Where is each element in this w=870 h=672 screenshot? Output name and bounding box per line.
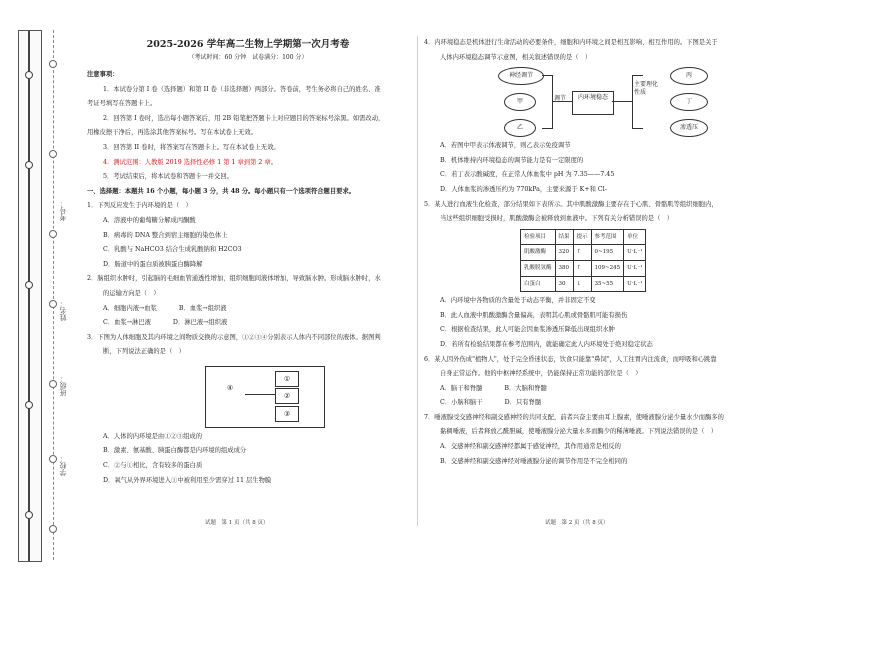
node-yi: 乙 bbox=[504, 119, 536, 137]
table-cell: 320 bbox=[555, 245, 573, 261]
table-cell: 380 bbox=[555, 260, 573, 276]
table-cell: ↑ bbox=[573, 260, 591, 276]
table-cell: 白蛋白 bbox=[521, 276, 556, 292]
q6-options-row bbox=[424, 396, 750, 411]
q7-stem-cont: 黏稠唾液，后者释放乙酰胆碱，使唾液腺分泌大量水多而酶少的稀薄唾液。下列说法错误的是（ ） bbox=[440, 428, 718, 436]
seal-dot bbox=[49, 150, 57, 158]
page-footer-right: 试题 第 2 页（共 8 页） bbox=[545, 520, 609, 526]
binding-rail bbox=[28, 31, 30, 561]
q2-option-a: A．细胞内液→血浆 bbox=[103, 304, 157, 312]
punch-hole bbox=[25, 401, 33, 409]
q6-option-c: C．小脑和脑干 bbox=[440, 399, 483, 407]
q4-option: B．机体维持内环境稳态的调节能力是有一定限度的 bbox=[440, 156, 584, 164]
class-label: 班级： bbox=[59, 375, 67, 396]
q3-stem-cont: 断，下列说法正确的是（ ） bbox=[103, 348, 185, 356]
q2-option-c: C．血浆→淋巴液 bbox=[103, 319, 151, 327]
table-header: 结果 bbox=[555, 229, 573, 245]
seal-dot bbox=[49, 380, 57, 388]
node-osmotic: 渗透压 bbox=[670, 119, 708, 137]
q2-stem: 2．脑组织水肿时，引起脑的毛细血管通透性增加，组织细胞间液体增加，导致脑水肿。形成脑水肿时，水 bbox=[87, 275, 381, 283]
q4-diagram bbox=[494, 67, 724, 137]
node-core: 内环境稳态 bbox=[572, 91, 614, 115]
q4-stem-cont: 人体内环境稳态调节示意图，相关叙述错误的是（ ） bbox=[440, 53, 592, 61]
note-line: 2．回答第 I 卷时，选出每小题答案后，用 2B 铅笔把答题卡上对应题目的答案标号涂黑。如需改动， bbox=[103, 114, 385, 122]
arrow-line bbox=[612, 101, 632, 102]
note-line: 1．本试卷分第 I 卷（选择题）和第 II 卷（非选择题）两部分。答卷前，考生务必将自己的姓名、准 bbox=[103, 85, 381, 93]
q3-label-2: ② bbox=[275, 388, 299, 404]
table-cell: U·L⁻¹ bbox=[624, 245, 646, 261]
q3-option: B．激素、氨基酸、胰蛋白酶都是内环境的组成成分 bbox=[103, 447, 247, 455]
main-label: 主要理化性质 bbox=[634, 81, 662, 97]
section-heading: 一、选择题：本题共 16 个小题，每小题 3 分，共 48 分。每小题只有一个选项符合题目要求。 bbox=[87, 187, 356, 195]
page-footer-left: 试题 第 1 页（共 8 页） bbox=[205, 520, 269, 526]
table-cell: 肌酸激酶 bbox=[521, 245, 556, 261]
q5-stem-cont: 当这些组织细胞受损时，肌酸激酶会被释放到血液中。下列有关分析错误的是（ ） bbox=[440, 215, 673, 223]
table-row bbox=[521, 245, 646, 261]
q2-stem-cont: 的运输方向是（ ） bbox=[103, 289, 160, 297]
q6-options-row bbox=[424, 382, 750, 397]
note-line: 用橡皮擦干净后，再选涂其他答案标号。写在本试卷上无效。 bbox=[87, 129, 258, 137]
q6-stem: 6．某人因外伤成"植物人"，处于完全昏迷状态，饮食只能靠"鼻饲"，人工往胃内注流食，而呼吸和心跳靠 bbox=[424, 355, 717, 363]
q4-option: C．若丁表示酸碱度，在正常人体血浆中 pH 为 7.35——7.45 bbox=[440, 171, 615, 179]
bracket-left bbox=[542, 75, 553, 129]
q3-label-3: ③ bbox=[275, 406, 299, 422]
seal-line bbox=[53, 30, 54, 560]
node-jia: 甲 bbox=[504, 93, 536, 111]
q4-option: D．人体血浆的渗透压约为 770kPa，主要来源于 K+和 Cl- bbox=[440, 185, 607, 193]
q6-option-d: D．只有脊髓 bbox=[504, 399, 542, 407]
table-header: 检验项目 bbox=[521, 229, 556, 245]
table-cell: 30 bbox=[555, 276, 573, 292]
school-label: 学校： bbox=[59, 455, 67, 476]
q1-option: A．溶液中的葡萄糖分解成丙酮酸 bbox=[103, 216, 196, 224]
q1-option: B．病毒的 DNA 整合到宿主细胞的染色体上 bbox=[103, 231, 228, 239]
q3-option: C．②与①相比，含有较多的蛋白质 bbox=[103, 462, 203, 470]
q6-stem-cont: 自身正常运作。他的中枢神经系统中，仍能保持正常功能的部位是（ ） bbox=[440, 370, 642, 378]
seal-dot bbox=[49, 230, 57, 238]
q5-option: D．若所有检验结果都在参考范围内，就能确定此人内环境处于绝对稳定状态 bbox=[440, 340, 653, 348]
q5-option: C．根据检查结果，此人可能会因血浆渗透压降低出现组织水肿 bbox=[440, 326, 615, 334]
q5-table bbox=[520, 229, 646, 292]
q1-stem: 1．下列反应发生于内环境的是（ ） bbox=[87, 202, 192, 210]
notes-heading: 注意事项： bbox=[87, 71, 119, 78]
table-cell: 乳酸脱氢酶 bbox=[521, 260, 556, 276]
q7-stem: 7．唾液腺受交感神经和副交感神经的共同支配，前者兴奋主要由耳上腺素，使唾液腺分泌少量水少而酶多的 bbox=[424, 413, 724, 421]
q3-option: D．氧气从外界环境进入①中被利用至少需穿过 11 层生物膜 bbox=[103, 476, 272, 484]
table-header: 提示 bbox=[573, 229, 591, 245]
q4-stem: 4．内环境稳态是机体进行生命活动的必要条件，细胞和内环境之间是相互影响、相互作用的。下图是关于 bbox=[424, 39, 718, 46]
q7-option: A．交感神经和副交感神经都属于感觉神经，其作用通常是相反的 bbox=[440, 443, 621, 451]
note-line: 考证号填写在答题卡上。 bbox=[87, 100, 157, 108]
regulate-label: 调节 bbox=[554, 95, 567, 103]
punch-hole bbox=[25, 161, 33, 169]
q2-options-row bbox=[87, 316, 409, 331]
exam-subtitle: （考试时间：60 分钟 试卷满分：100 分） bbox=[188, 54, 308, 61]
table-cell: U·L⁻¹ bbox=[624, 276, 646, 292]
q5-stem: 5．某人进行血液生化检查，部分结果如下表所示。其中肌酸激酶主要存在于心肌、骨骼肌等组织细胞内， bbox=[424, 200, 718, 208]
q5-option: A．内环境中各物质的含量处于动态平衡，并非固定不变 bbox=[440, 297, 596, 305]
q1-option: D．肠道中的蛋白质被胰蛋白酶降解 bbox=[103, 260, 203, 268]
note-line-scope: 4．测试范围：人教版 2019 选择性必修 1 第 1 章到第 2 章。 bbox=[103, 158, 278, 166]
note-line: 3．回答第 II 卷时，将答案写在答题卡上。写在本试卷上无效。 bbox=[103, 143, 280, 151]
q3-label-4: ④ bbox=[226, 383, 234, 392]
seal-dot bbox=[49, 525, 57, 533]
table-cell: ↑ bbox=[573, 245, 591, 261]
node-nerve: 神经调节 bbox=[498, 67, 544, 85]
node-bing: 丙 bbox=[670, 67, 708, 85]
q2-option-b: B．血浆→组织液 bbox=[178, 304, 227, 312]
q3-option: A．人体的内环境是由①②③组成的 bbox=[103, 432, 203, 440]
exam-title: 2025-2026 学年高二生物上学期第一次月考卷 bbox=[146, 39, 350, 50]
note-line: 5．考试结束后，将本试卷和答题卡一并交回。 bbox=[103, 173, 233, 181]
table-header-row bbox=[521, 229, 646, 245]
q5-option: B．此人血液中肌酸激酶含量偏高，表明其心肌或骨骼肌可能有损伤 bbox=[440, 311, 628, 319]
q2-options-row bbox=[87, 302, 409, 317]
binding-strip bbox=[18, 30, 42, 562]
table-header: 参考范围 bbox=[591, 229, 624, 245]
q3-connector bbox=[245, 394, 275, 395]
left-column bbox=[87, 36, 409, 488]
q3-diagram bbox=[205, 366, 325, 428]
q7-option: B．交感神经和副交感神经对唾液腺分泌的调节作用是不完全相同的 bbox=[440, 457, 628, 465]
table-cell: 0~195 bbox=[591, 245, 624, 261]
seal-dot bbox=[49, 455, 57, 463]
table-row bbox=[521, 260, 646, 276]
punch-hole bbox=[25, 511, 33, 519]
seal-dot bbox=[49, 300, 57, 308]
q3-label-1: ① bbox=[275, 371, 299, 387]
seal-dot bbox=[49, 60, 57, 68]
node-ding: 丁 bbox=[670, 93, 708, 111]
table-cell: U·L⁻¹ bbox=[624, 260, 646, 276]
exam-no-label: 考号： bbox=[59, 200, 67, 221]
punch-hole bbox=[25, 71, 33, 79]
table-row bbox=[521, 276, 646, 292]
q4-option: A．若图中甲表示体液调节，则乙表示免疫调节 bbox=[440, 142, 571, 150]
q6-option-b: B．大脑和脊髓 bbox=[504, 384, 547, 392]
q2-option-d: D．淋巴液→组织液 bbox=[172, 319, 228, 327]
name-label: 姓名： bbox=[59, 300, 67, 321]
q1-option: C．乳酸与 NaHCO3 结合生成乳酸钠和 H2CO3 bbox=[103, 246, 242, 254]
table-header: 单位 bbox=[624, 229, 646, 245]
right-column bbox=[424, 36, 750, 469]
punch-hole bbox=[25, 281, 33, 289]
table-cell: ↓ bbox=[573, 276, 591, 292]
table-cell: 35~55 bbox=[591, 276, 624, 292]
q3-stem: 3．下图为人体细胞及其内环境之间物质交换的示意图，①②③④分别表示人体内不同部位的液体。据图判 bbox=[87, 333, 381, 341]
table-cell: 109~245 bbox=[591, 260, 624, 276]
column-divider bbox=[417, 36, 418, 526]
q6-option-a: A．脑干和脊髓 bbox=[440, 384, 483, 392]
